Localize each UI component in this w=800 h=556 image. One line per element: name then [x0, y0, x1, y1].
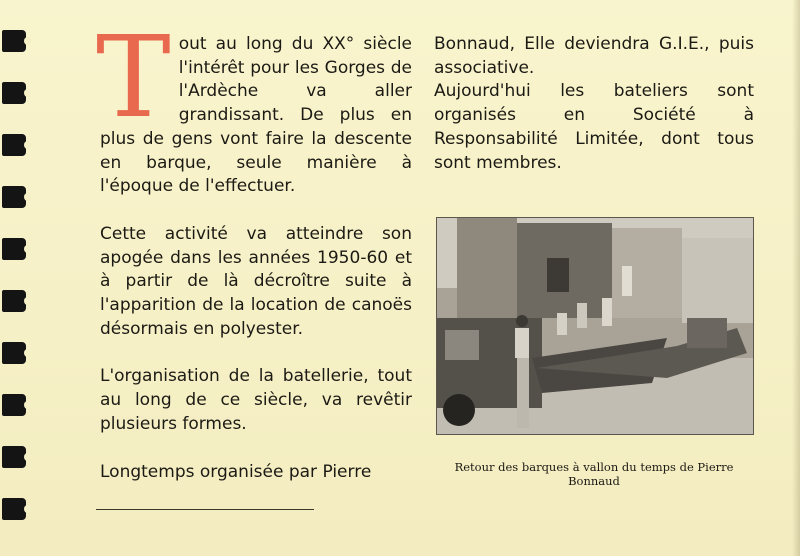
- photo-caption: Retour des barques à vallon du temps de Pierre Bonnaud: [454, 460, 734, 488]
- gie-paragraph: Bonnaud, Elle deviendra G.I.E., puis associative.: [434, 34, 754, 78]
- binding-ring: [2, 134, 26, 156]
- binding-ring: [2, 30, 26, 52]
- page-edge-shadow: [792, 0, 800, 556]
- intro-paragraph: [96, 13, 412, 199]
- historic-photo: [436, 217, 754, 435]
- right-text-column: [434, 33, 754, 175]
- binding-ring: [2, 498, 26, 520]
- underline-rule: [96, 509, 314, 510]
- organisation-paragraph: L'organisation de la batellerie, tout au long de ce siècle, va revêtir plusieurs formes.: [100, 366, 412, 434]
- binding-ring: [2, 342, 26, 364]
- binding-ring: [2, 290, 26, 312]
- binding-ring: [2, 186, 26, 208]
- binding-ring: [2, 82, 26, 104]
- apogee-paragraph: Cette activité va atteindre son apogée dans les années 1950-60 et à partir de là décroître suite à l'apparition de la location de canoës désormais en polyester.: [100, 223, 412, 339]
- spiral-binding: [0, 0, 34, 556]
- photo-illustration: [437, 218, 753, 434]
- binding-ring: [2, 446, 26, 468]
- sarl-paragraph: Aujourd'hui les bateliers sont organisés en Société à Responsabilité Limitée, dont tous sont membres.: [434, 81, 754, 173]
- bonnaud-paragraph: Longtemps organisée par Pierre: [100, 461, 372, 482]
- intro-paragraph-text: out au long du XX° siècle l'intérêt pour les Gorges de l'Ardèche va aller grandissant. De plus en plus de gens vont faire la descente en barque, seule manière à l'époque de l'effectuer.: [100, 34, 412, 197]
- left-text-column: [96, 13, 412, 484]
- binding-ring: [2, 394, 26, 416]
- drop-cap: T: [96, 13, 171, 143]
- binding-ring: [2, 238, 26, 260]
